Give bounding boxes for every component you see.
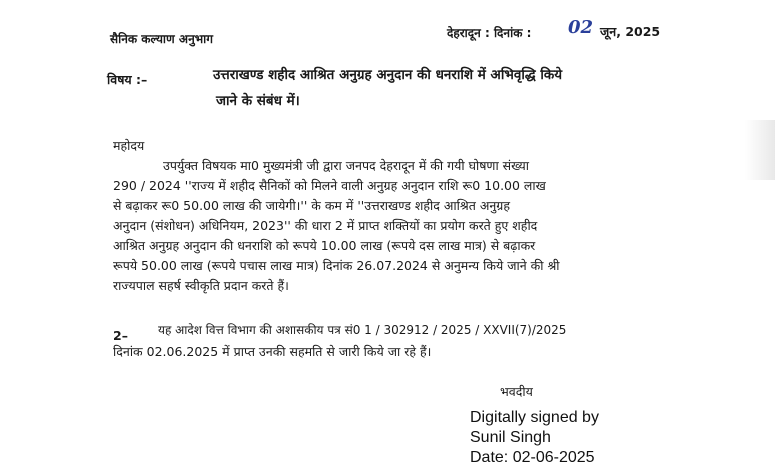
signature-name: Sunil Singh: [470, 429, 551, 446]
para2-line-1: यह आदेश वित्त विभाग की अशासकीय पत्र सं0 1 / 302912 / 2025 / XXVII(7)/2025: [158, 323, 567, 337]
place-date-label: देहरादून : दिनांक :: [447, 26, 532, 40]
subject-line-1: उत्तराखण्ड शहीद आश्रित अनुग्रह अनुदान की धनराशि में अभिवृद्धि किये: [213, 67, 563, 83]
scan-shadow: [745, 120, 775, 180]
para1-line-7: राज्यपाल सहर्ष स्वीकृति प्रदान करते हैं।: [113, 278, 289, 293]
department-name: सैनिक कल्याण अनुभाग: [110, 32, 214, 46]
para2-number: 2–: [113, 328, 128, 343]
subject-label: विषय :–: [107, 72, 148, 87]
month-year: जून, 2025: [600, 24, 661, 39]
para1-line-3: से बढ़ाकर रू0 50.00 लाख की जायेगी।'' के कम में ''उत्तराखण्ड शहीद आश्रित अनुग्रह: [113, 198, 510, 213]
para1-line-1: उपर्युक्त विषयक मा0 मुख्यमंत्री जी द्वारा जनपद देहरादून में की गयी घोषणा संख्या: [163, 158, 529, 173]
para1-line-4: अनुदान (संशोधन) अधिनियम, 2023'' की धारा 2 में प्राप्त शक्तियों का प्रयोग करते हुए शहीद: [113, 218, 538, 233]
subject-line-2: जाने के संबंध में।: [216, 93, 300, 109]
salutation: महोदय: [113, 138, 145, 153]
para2-line-2: दिनांक 02.06.2025 में प्राप्त उनकी सहमति से जारी किये जा रहे हैं।: [113, 344, 432, 359]
para1-line-6: रूपये 50.00 लाख (रूपये पचास लाख मात्र) दिनांक 26.07.2024 से अनुमन्य किये जाने की श्री: [113, 258, 560, 273]
para1-line-2: 290 / 2024 ''राज्य में शहीद सैनिकों को मिलने वाली अनुग्रह अनुदान राशि रू0 10.00 लाख: [113, 178, 546, 193]
para1-line-5: आश्रित अनुग्रह अनुदान की धनराशि को रूपये 10.00 लाख (रूपये दस लाख मात्र) से बढ़ाकर: [113, 238, 536, 253]
signature-date: Date: 02-06-2025: [470, 449, 595, 466]
handwritten-day: 02: [568, 17, 594, 38]
closing-yours-faithfully: भवदीय: [500, 384, 533, 399]
signature-line-1: Digitally signed by: [470, 409, 599, 426]
